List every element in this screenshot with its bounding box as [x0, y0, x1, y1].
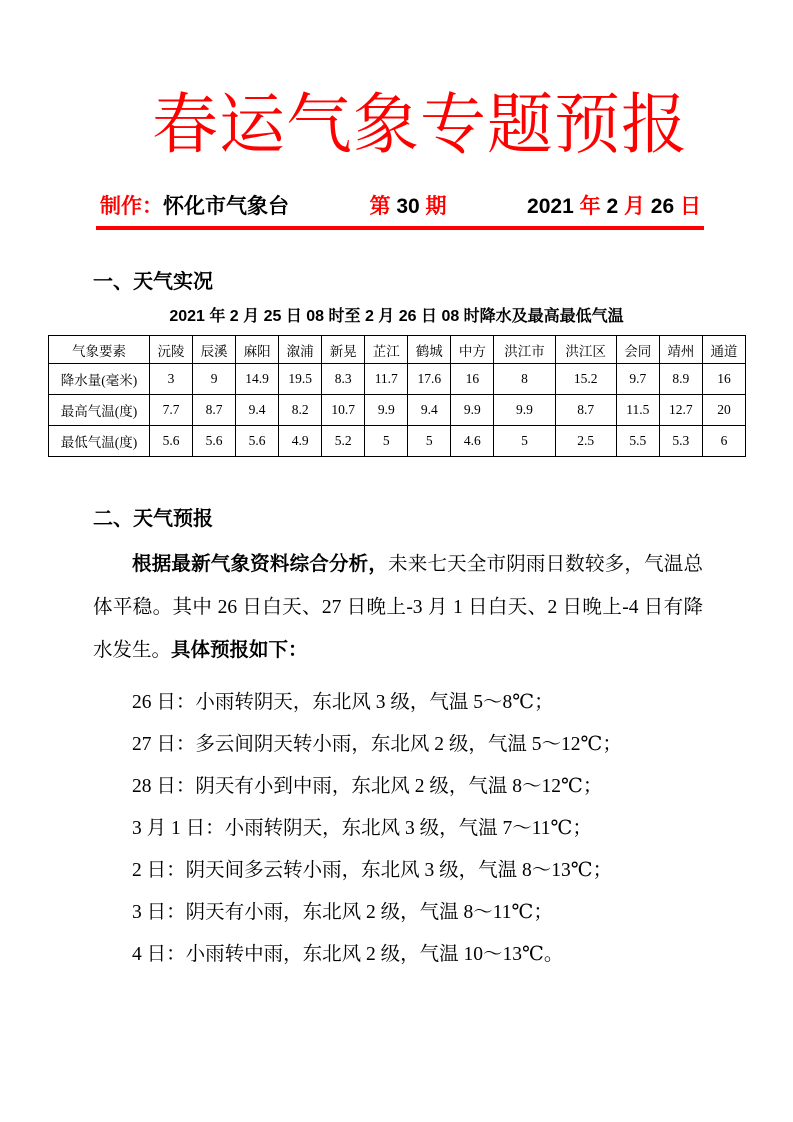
- table-cell: 5.3: [659, 426, 702, 457]
- table-cell: 20: [702, 395, 745, 426]
- table-cell: 8.9: [659, 364, 702, 395]
- table-cell: 最低气温(度): [49, 426, 150, 457]
- date-month: 2: [606, 195, 619, 218]
- table-cell: 最高气温(度): [49, 395, 150, 426]
- table-cell: 5: [494, 426, 555, 457]
- table-header-cell: 新晃: [322, 336, 365, 364]
- issue-suffix: 期: [419, 195, 447, 218]
- table-cell: 8.7: [555, 395, 616, 426]
- table-cell: 14.9: [236, 364, 279, 395]
- date-month-unit: 月: [618, 195, 651, 218]
- forecast-summary-paragraph: [93, 543, 703, 672]
- forecast-item: 27 日：多云间阴天转小雨，东北风 2 级，气温 5～12℃；: [132, 734, 622, 755]
- table-header-cell: 芷江: [365, 336, 408, 364]
- producer-field: [100, 194, 289, 220]
- table-cell: 5.6: [150, 426, 193, 457]
- table-cell: 6: [702, 426, 745, 457]
- weather-table-head: [49, 336, 746, 364]
- table-header-cell: 洪江区: [555, 336, 616, 364]
- forecast-item: 26 日：小雨转阴天，东北风 3 级，气温 5～8℃；: [132, 692, 554, 713]
- table-cell: 19.5: [279, 364, 322, 395]
- date-year-unit: 年: [573, 195, 607, 218]
- table-cell: 降水量(毫米): [49, 364, 150, 395]
- producer-label: 制作：: [100, 195, 163, 218]
- table-cell: 16: [451, 364, 494, 395]
- table-header-cell: 辰溪: [193, 336, 236, 364]
- table-cell: 8.7: [193, 395, 236, 426]
- table-cell: 9.7: [616, 364, 659, 395]
- table-cell: 5: [408, 426, 451, 457]
- table-header-cell: 会同: [616, 336, 659, 364]
- forecast-list: [93, 682, 703, 976]
- weather-table: [48, 335, 746, 457]
- table-row: [49, 395, 746, 426]
- document-title: 春运气象专题预报: [152, 89, 688, 162]
- table-cell: 5.5: [616, 426, 659, 457]
- date-year: 2021: [527, 195, 574, 218]
- table-cell: 16: [702, 364, 745, 395]
- table-cell: 5.6: [236, 426, 279, 457]
- producer-name: 怀化市气象台: [163, 195, 289, 218]
- weather-table-body: [49, 364, 746, 457]
- table-header-row: [49, 336, 746, 364]
- forecast-summary-body: 未来七天全市阴雨日数较多，气温总体平稳。其中 26 日白天、27 日晚上-3 月 1 日白天、2 日晚上-4 日有降水发生。: [93, 554, 703, 661]
- table-cell: 3: [150, 364, 193, 395]
- table-row: [49, 426, 746, 457]
- table-header-cell: 气象要素: [49, 336, 150, 364]
- issue-field: [370, 194, 447, 220]
- table-cell: 17.6: [408, 364, 451, 395]
- forecast-item: 3 月 1 日：小雨转阴天，东北风 3 级，气温 7～11℃；: [132, 818, 592, 839]
- table-cell: 9.4: [236, 395, 279, 426]
- table-cell: 8: [494, 364, 555, 395]
- table-cell: 9.9: [451, 395, 494, 426]
- table-cell: 4.6: [451, 426, 494, 457]
- table-cell: 12.7: [659, 395, 702, 426]
- table-cell: 8.2: [279, 395, 322, 426]
- masthead-divider-rule: [96, 226, 704, 230]
- section1-heading: 一、天气实况: [93, 271, 213, 293]
- table-header-cell: 靖州: [659, 336, 702, 364]
- table-header-cell: 鹤城: [408, 336, 451, 364]
- table-cell: 5.2: [322, 426, 365, 457]
- section2-heading: 二、天气预报: [93, 508, 213, 530]
- forecast-summary-tail: 具体预报如下：: [171, 639, 308, 661]
- forecast-item: 28 日：阴天有小到中雨，东北风 2 级，气温 8～12℃；: [132, 776, 603, 797]
- issue-prefix: 第: [369, 195, 397, 218]
- masthead-info-row: [100, 194, 701, 220]
- date-field: [527, 194, 701, 220]
- table-cell: 10.7: [322, 395, 365, 426]
- table-header-cell: 洪江市: [494, 336, 555, 364]
- table-cell: 9.4: [408, 395, 451, 426]
- table-cell: 9.9: [494, 395, 555, 426]
- forecast-item: 3 日：阴天有小雨，东北风 2 级，气温 8～11℃；: [132, 902, 553, 923]
- issue-number: 30: [396, 195, 420, 218]
- table-cell: 5.6: [193, 426, 236, 457]
- table-header-cell: 中方: [451, 336, 494, 364]
- table-cell: 11.5: [616, 395, 659, 426]
- date-day: 26: [650, 195, 675, 218]
- table-cell: 4.9: [279, 426, 322, 457]
- table-header-cell: 麻阳: [236, 336, 279, 364]
- table-header-cell: 溆浦: [279, 336, 322, 364]
- table-cell: 2.5: [555, 426, 616, 457]
- forecast-summary-lead: 根据最新气象资料综合分析，: [132, 553, 389, 575]
- table-header-cell: 通道: [702, 336, 745, 364]
- table-cell: 8.3: [322, 364, 365, 395]
- table-cell: 9.9: [365, 395, 408, 426]
- table-cell: 7.7: [150, 395, 193, 426]
- table-cell: 5: [365, 426, 408, 457]
- forecast-item: 2 日：阴天间多云转小雨，东北风 3 级，气温 8～13℃；: [132, 860, 613, 881]
- date-day-unit: 日: [674, 195, 701, 218]
- table-cell: 15.2: [555, 364, 616, 395]
- table-header-cell: 沅陵: [150, 336, 193, 364]
- table-cell: 9: [193, 364, 236, 395]
- table-caption: 2021 年 2 月 25 日 08 时至 2 月 26 日 08 时降水及最高最低气温: [169, 308, 624, 325]
- table-cell: 11.7: [365, 364, 408, 395]
- forecast-item: 4 日：小雨转中雨，东北风 2 级，气温 10～13℃。: [132, 944, 564, 965]
- table-row: [49, 364, 746, 395]
